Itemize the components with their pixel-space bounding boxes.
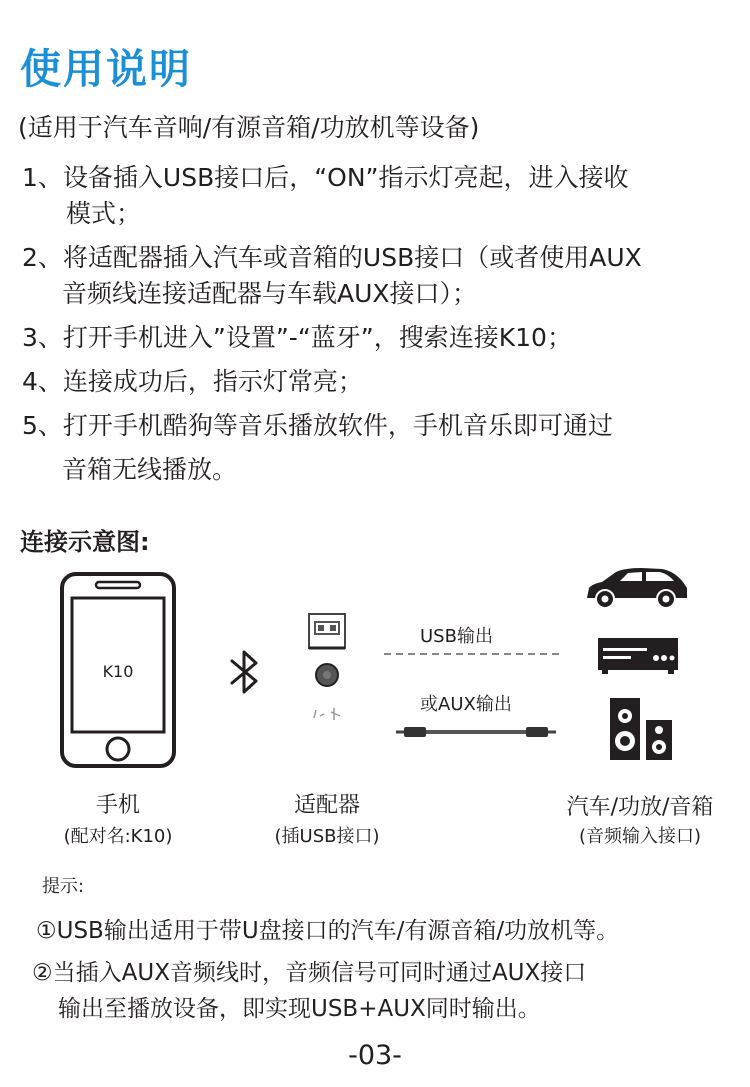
- tips-label: 提示:: [42, 876, 85, 897]
- step-4-line-1: 4、连接成功后，指示灯常亮；: [22, 367, 363, 396]
- step-2-line-1: 2、将适配器插入汽车或音箱的USB接口（或者使用AUX: [22, 243, 642, 272]
- usb-output-dashed-line: [384, 652, 564, 656]
- bluetooth-icon: [229, 648, 261, 696]
- step-1-line-2: 模式；: [66, 199, 142, 228]
- speaker-icon: [610, 698, 672, 760]
- adapter-label: 适配器: [293, 793, 360, 818]
- usb-output-label: USB输出: [420, 626, 493, 647]
- adapter-sublabel: (插USB接口): [274, 826, 380, 847]
- devices-label: 汽车/功放/音箱: [566, 795, 714, 820]
- tip-2-line-1: ②当插入AUX音频线时，音频信号可同时通过AUX接口: [32, 960, 587, 986]
- usb-adapter-icon: [304, 612, 350, 730]
- step-5-line-2: 音箱无线播放。: [62, 455, 238, 484]
- devices-sublabel: (音频输入接口): [578, 826, 702, 847]
- phone-screen-text: K10: [102, 662, 134, 681]
- page-number: -03-: [348, 1040, 402, 1071]
- step-3-line-1: 3、打开手机进入”设置”-“蓝牙”，搜索连接K10；: [22, 323, 572, 352]
- page-title: 使用说明: [20, 45, 192, 93]
- tip-1-line-1: ①USB输出适用于带U盘接口的汽车/有源音箱/功放机等。: [36, 918, 620, 944]
- page-subtitle: (适用于汽车音响/有源音箱/功放机等设备): [18, 113, 480, 142]
- phone-sublabel: (配对名:K10): [63, 826, 173, 847]
- diagram-heading: 连接示意图:: [20, 528, 150, 556]
- step-2-line-2: 音频线连接适配器与车载AUX接口）；: [62, 279, 478, 308]
- step-5-line-1: 5、打开手机酷狗等音乐播放软件，手机音乐即可通过: [22, 411, 613, 440]
- aux-cable-icon: [396, 724, 556, 740]
- phone-label: 手机: [95, 793, 140, 818]
- amplifier-icon: [598, 638, 678, 674]
- step-1-line-1: 1、设备插入USB接口后，“ON”指示灯亮起，进入接收: [22, 163, 629, 192]
- aux-output-label: 或AUX输出: [420, 694, 512, 715]
- tip-2-line-2: 输出至播放设备，即实现USB+AUX同时输出。: [58, 996, 541, 1022]
- car-icon: [584, 566, 690, 610]
